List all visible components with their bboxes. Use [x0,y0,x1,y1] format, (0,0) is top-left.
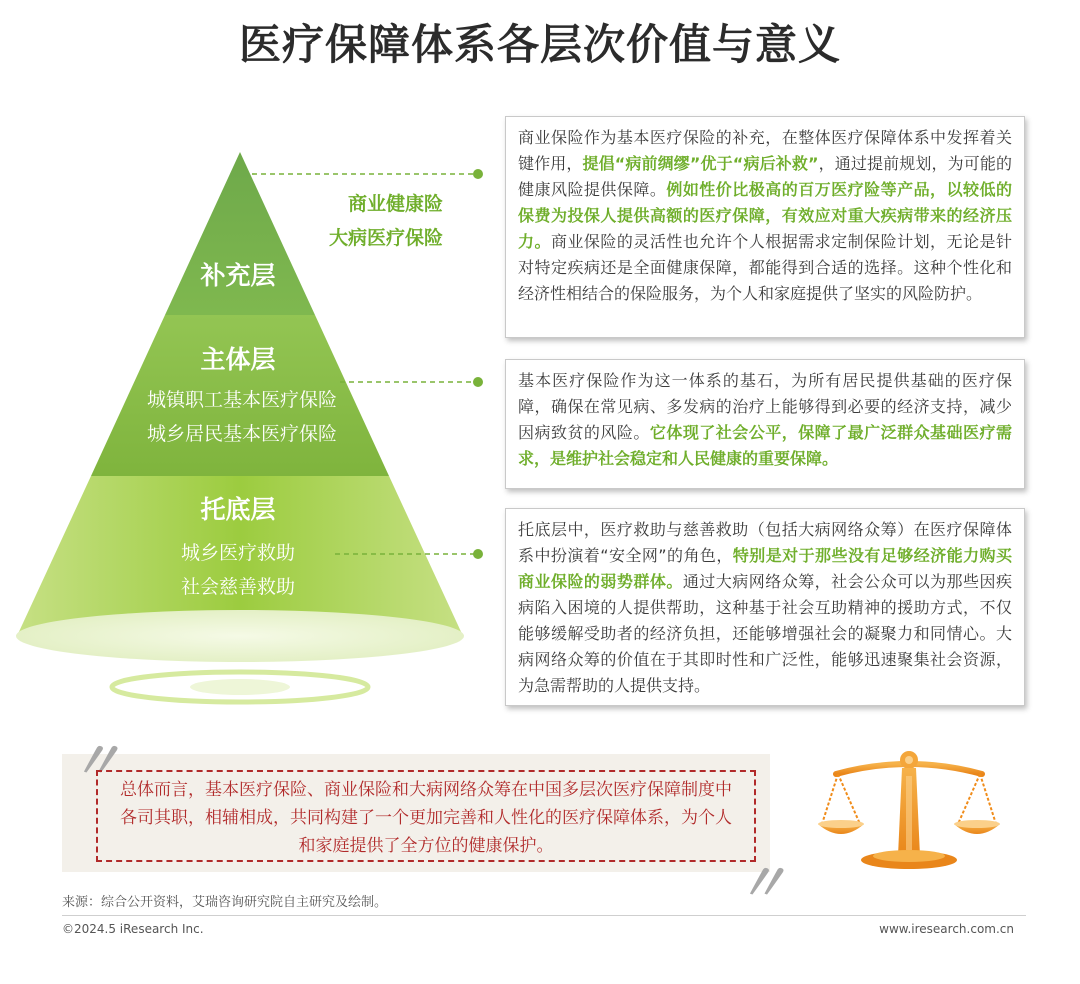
source-note: 来源：综合公开资料，艾瑞咨询研究院自主研究及绘制。 [62,895,388,910]
summary-box: 总体而言，基本医疗保险、商业保险和大病网络众筹在中国多层次医疗保障制度中各司其职，相辅相成，共同构建了一个更加完善和人性化的医疗保障体系，为个人和家庭提供了全方位的健康保护。 [96,770,756,862]
layer-item-medical-assistance: 城乡医疗救助 [180,542,295,564]
layer-item-charity-assistance: 社会慈善救助 [180,576,295,598]
box-top-text-3: 商业保险的灵活性也允许个人根据需求定制保险计划，无论是针对特定疾病还是全面健康保障，都能得到合适的选择。这种个性化和经济性相结合的保险服务，为个人和家庭提供了坚实的风险防护。 [518,232,1012,303]
layer-title-safety-net: 托底层 [200,495,276,524]
scale-of-justice-icon [816,746,1002,880]
website-link[interactable]: www.iresearch.com.cn [879,922,1014,936]
label-commercial-health-insurance: 商业健康险 [347,193,443,215]
layer-title-main: 主体层 [200,345,276,374]
label-critical-illness-insurance: 大病医疗保险 [328,227,443,249]
box-bottom-text-2: 通过大病网络众筹，社会公众可以为那些因疾病陷入困境的人提供帮助，这种基于社会互助精神的援助方式，不仅能够缓解受助者的经济负担，还能够增强社会的凝聚力和同情心。大病网络众筹的价值在于其即时性和广泛性，能够迅速聚集社会资源，为急需帮助的人提供支持。 [518,572,1012,695]
copyright-text: ©2024.5 iResearch Inc. [62,922,204,936]
box-main-layer [505,359,1025,489]
open-quote-icon: 〃 [70,731,123,792]
box-bottom-highlight-1: 特别是对于那些没有足够经济能力购买商业保险的弱势群体。 [518,546,1012,591]
pyramid-base-ellipse [16,610,464,662]
box-top-highlight-2: 例如性价比极高的百万医疗险等产品，以较低的保费为投保人提供高额的医疗保障，有效应对重大疾病带来的经济压力。 [518,180,1012,251]
box-middle-text-1: 基本医疗保险作为这一体系的基石，为所有居民提供基础的医疗保障，确保在常见病、多发病的治疗上能够得到必要的经济支持，减少因病致贫的风险。 [518,371,1012,442]
footer-divider [62,915,1026,916]
box-top-highlight-1: 提倡“病前绸缪”优于“病后补救” [582,154,819,173]
box-top-text-1: 商业保险作为基本医疗保险的补充，在整体医疗保障体系中发挥着关键作用， [518,128,1012,173]
layer-item-resident-insurance: 城乡居民基本医疗保险 [146,423,337,445]
pyramid-diagram [0,140,500,720]
layer-title-supplementary: 补充层 [200,261,276,290]
page-title: 医疗保障体系各层次价值与意义 [238,20,841,69]
layer-item-urban-employee-insurance: 城镇职工基本医疗保险 [146,389,337,411]
box-supplementary-layer [505,116,1025,338]
connector-bottom-dot [473,549,483,559]
box-bottom-text-1: 托底层中，医疗救助与慈善救助（包括大病网络众筹）在医疗保障体系中扮演着“安全网”的角色， [518,520,1012,565]
close-quote-icon: 〃 [736,853,789,914]
box-safety-net-layer [505,508,1025,706]
pyramid-base-glow [190,679,290,695]
box-top-text-2: ，通过提前规划，为可能的健康风险提供保障。 [518,154,1012,199]
connector-middle-dot [473,377,483,387]
connector-top-dot [473,169,483,179]
box-middle-highlight-1: 它体现了社会公平，保障了最广泛群众基础医疗需求，是维护社会稳定和人民健康的重要保障。 [518,423,1012,468]
